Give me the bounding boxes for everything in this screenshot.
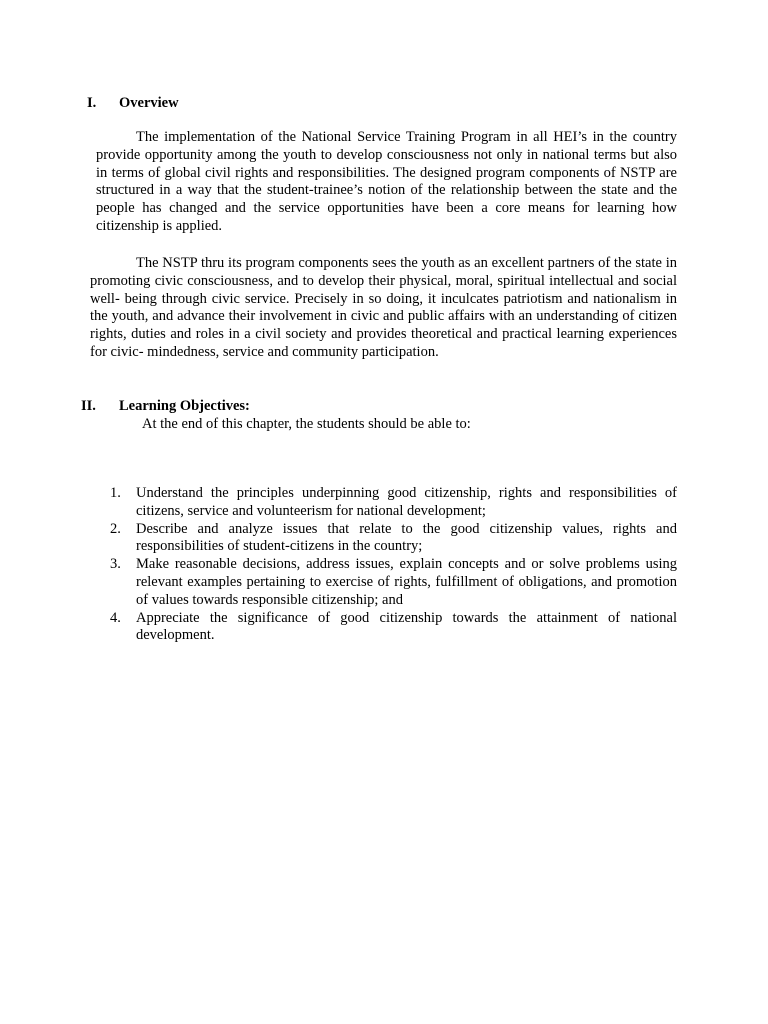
list-item: [96, 556, 677, 609]
section-heading-learning-objectives: [81, 397, 381, 415]
section-title: Overview: [119, 95, 179, 111]
list-item-text: Understand the principles underpinning good citizenship, rights and responsibilities of citizens, service and volunteerism for national development;: [136, 485, 677, 519]
objectives-list: [96, 485, 677, 645]
list-item-number: 4.: [110, 609, 121, 626]
list-item-number: 1.: [110, 485, 121, 501]
list-item-text: Make reasonable decisions, address issues, explain concepts and or solve problems using relevant examples pertaining to exercise of rights, fulfillment of obligations, and promotion of values towards responsible citizenship; and: [136, 556, 677, 608]
list-item-text: Appreciate the significance of good citizenship towards the attainment of national development.: [136, 609, 677, 644]
section-number: I.: [87, 95, 97, 111]
list-item-number: 2.: [110, 520, 121, 537]
overview-paragraph-1: The implementation of the National Service Training Program in all HEI’s in the country provide opportunity among the youth to develop consciousness not only in national terms but also in terms of global civil rights and responsibilities. The designed program components of NSTP are structured in a way that the student-trainee’s notion of the relationship between the state and the people has changed and the service opportunities have been a core means for learning how citizenship is applied.: [96, 129, 677, 234]
objectives-intro: At the end of this chapter, the students should be able to:: [142, 416, 471, 432]
overview-paragraph-2: The NSTP thru its program components sees the youth as an excellent partners of the state in promoting civic consciousness, and to develop their physical, moral, spiritual intellectual and social well- being through civic service. Precisely in so doing, it inculcates patriotism and nationalism in the youth, and advance their involvement in civic and public affairs with an understanding of citizen rights, duties and roles in a civil society and provides theoretical and practical learning experiences for civic- mindedness, service and community participation.: [90, 255, 677, 360]
list-item: [96, 521, 677, 557]
list-item-text: Describe and analyze issues that relate to the good citizenship values, rights and responsibilities of student-citizens in the country;: [136, 520, 677, 555]
section-heading-overview: [87, 94, 387, 112]
list-item: [96, 610, 677, 646]
section-number: II.: [81, 398, 96, 414]
list-item-number: 3.: [110, 556, 121, 573]
section-title: Learning Objectives:: [119, 398, 250, 414]
list-item: [96, 485, 677, 521]
